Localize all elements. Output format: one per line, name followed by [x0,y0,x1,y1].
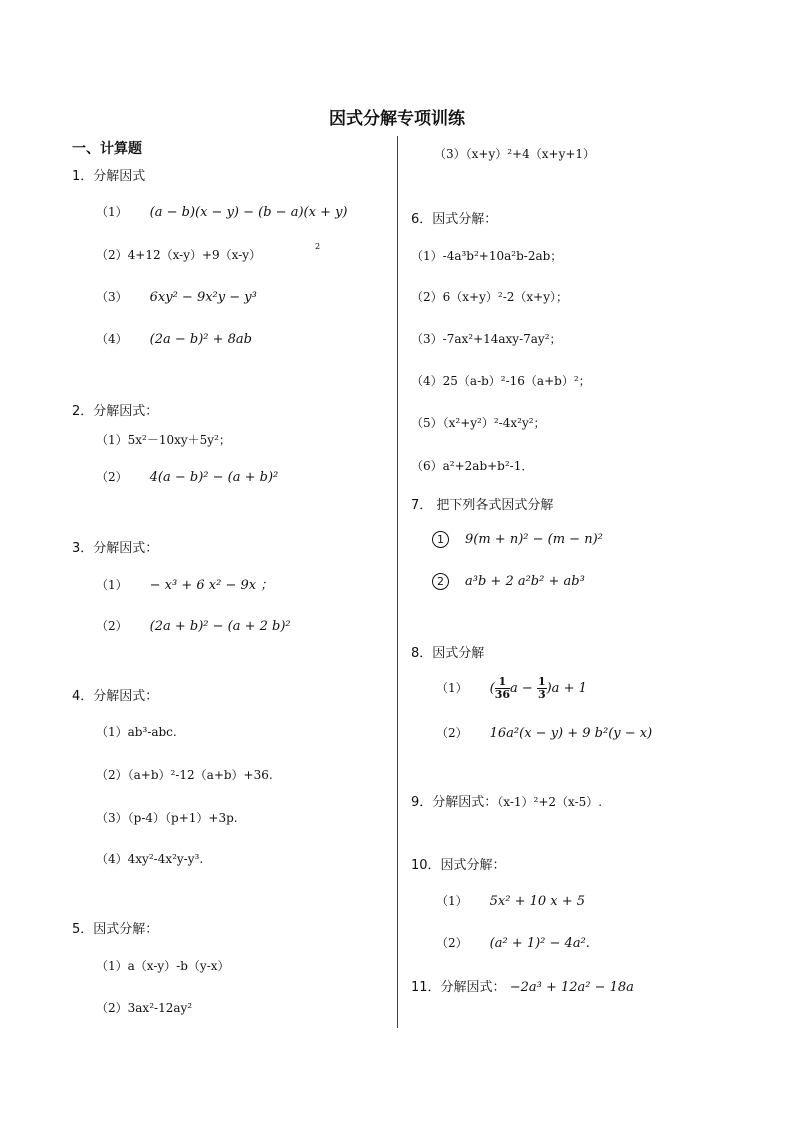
q1-heading: 1．分解因式 [72,169,146,184]
circled-number-2: 2 [432,573,449,590]
q1-item-3: （3） 6xy² − 9x²y − y³ [96,290,257,305]
section-title: 一、计算题 [72,141,142,157]
q3-item-2: （2） (2a + b)² − (a + 2 b)² [96,619,291,634]
q4-heading: 4．分解因式： [72,689,159,704]
q1-item-2: （2）4+12（x-y）+9（x-y） [96,248,262,262]
q9-heading: 9．分解因式：（x-1）²+2（x-5）. [411,795,603,810]
page-title: 因式分解专项训练 [329,109,465,129]
q6-item-3: （3）-7ax²+14axy-7ay²； [411,332,562,346]
q10-heading: 10．因式分解： [411,858,506,873]
q4-item-2: （2）（a+b）²-12（a+b）+36. [96,768,273,782]
q2-item-1: （1）5x²－10xy＋5y²； [96,433,231,447]
q10-item-2: （2） (a² + 1)² − 4a². [436,936,590,951]
q4-item-1: （1）ab³-abc. [96,725,177,739]
q5-item-1: （1）a（x-y）-b（y-x） [96,959,230,973]
q8-item-2: （2） 16a²(x − y) + 9 b²(y − x) [436,726,653,741]
q6-item-4: （4）25（a-b）²-16（a+b）²； [411,374,591,388]
q1-stray-superscript: 2 [315,242,321,251]
q8-item-1: （1） ( $\frac{1}{36}$ a − $\frac{1}{3}$ )a + 1 [436,675,587,701]
q6-item-5: （5）（x²+y²）²-4x²y²； [411,416,546,430]
q11-heading: 11．分解因式： −2a³ + 12a² − 18a [411,980,634,995]
q5-heading: 5．因式分解： [72,922,159,937]
q6-heading: 6．因式分解： [411,212,498,227]
fraction-1-3: $\frac{1}{3}$ [537,675,546,701]
column-divider [397,136,398,1028]
q4-item-3: （3）（p-4）（p+1）+3p. [96,811,238,825]
q1-item-4: （4） (2a − b)² + 8ab [96,332,252,347]
fraction-1-36: $\frac{1}{36}$ [494,675,511,701]
q7-heading: 7． 把下列各式因式分解 [411,498,554,513]
q10-item-1: （1） 5x² + 10 x + 5 [436,894,586,909]
circled-number-1: 1 [432,531,449,548]
q2-item-2: （2） 4(a − b)² − (a + b)² [96,470,279,485]
q7-item-1: 1 9(m + n)² − (m − n)² [432,531,603,548]
q4-item-4: （4）4xy²-4x²y-y³. [96,852,204,866]
q6-item-2: （2）6（x+y）²-2（x+y）； [411,290,568,304]
q3-item-1: （1） − x³ + 6 x² − 9x ； [96,578,274,593]
q8-heading: 8．因式分解 [411,646,485,661]
q2-heading: 2．分解因式： [72,404,159,419]
q5-item-2: （2）3ax²-12ay² [96,1001,193,1015]
q3-heading: 3．分解因式： [72,541,159,556]
q5-item-3: （3）（x+y）²+4（x+y+1） [434,147,596,161]
q6-item-6: （6）a²+2ab+b²-1． [411,459,534,473]
q6-item-1: （1）-4a³b²+10a²b-2ab； [411,249,563,263]
q7-item-2: 2 a³b + 2 a²b² + ab³ [432,573,585,590]
q1-item-1: （1） (a − b)(x − y) − (b − a)(x + y) [96,205,348,220]
